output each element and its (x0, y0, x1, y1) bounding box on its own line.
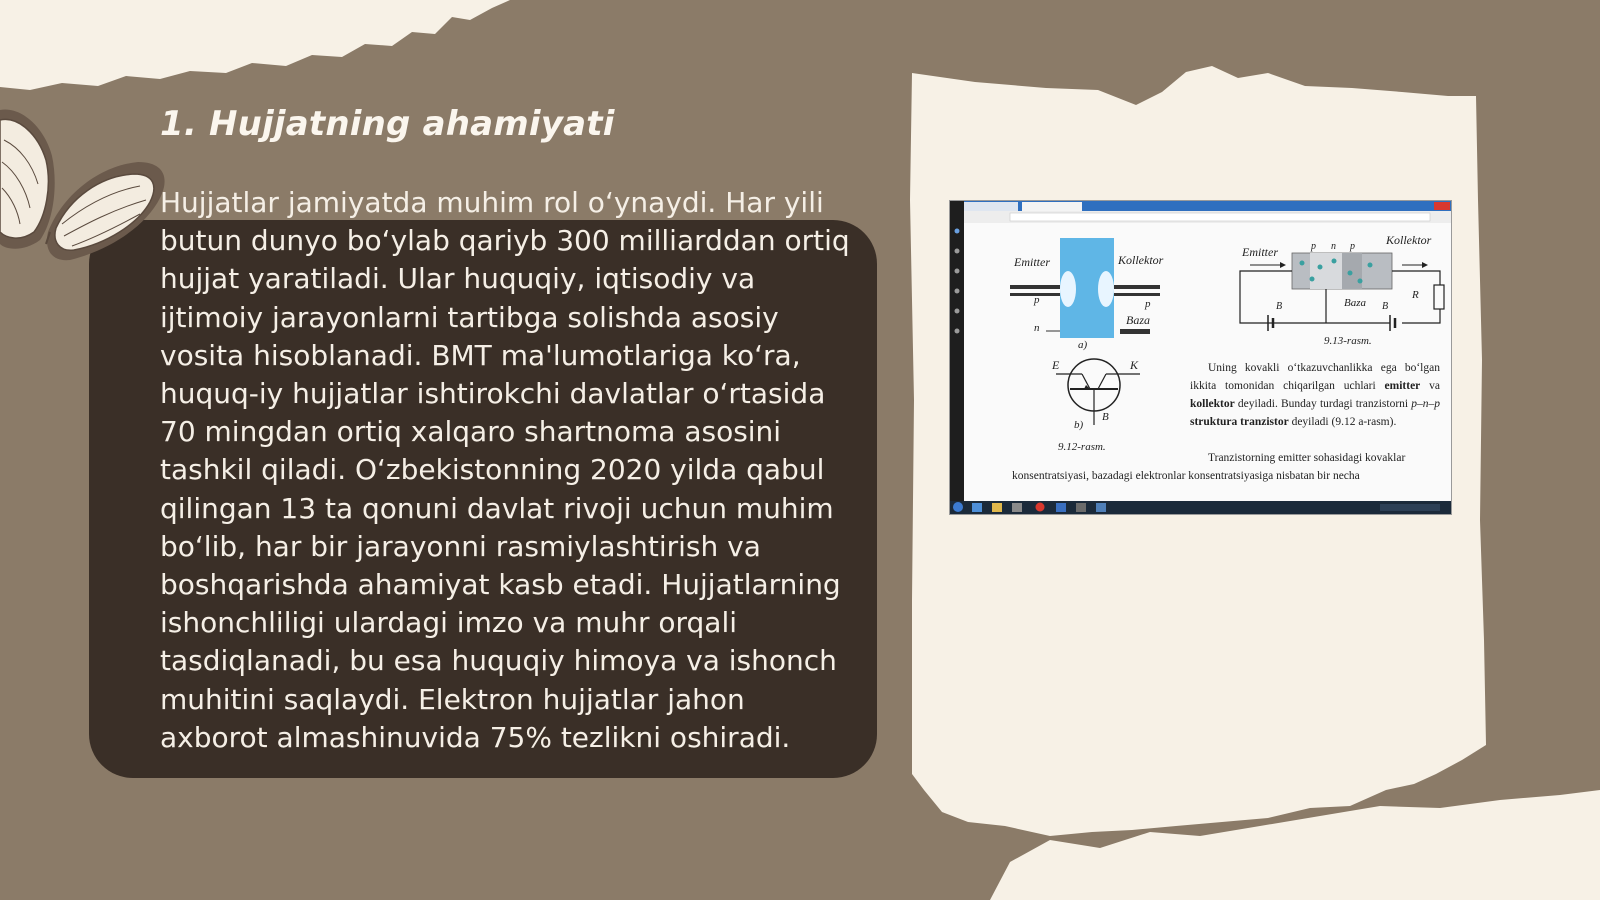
label-kollektor-a: Kollektor (1118, 253, 1164, 267)
browser-tab (958, 202, 1018, 211)
app-sidebar (950, 201, 964, 501)
label-kollektor-b: Kollektor (1386, 233, 1432, 247)
browser-tab-active (1022, 202, 1082, 211)
label-b2: B (1382, 301, 1389, 312)
label-b1: B (1276, 301, 1283, 312)
start-button (953, 502, 963, 512)
label-r: R (1412, 289, 1419, 301)
label-sub-b: b) (1074, 419, 1084, 431)
slide-title: 1. Hujjatning ahamiyati (160, 104, 615, 144)
label-p-left: p (1034, 294, 1040, 306)
label-p2: p (1350, 241, 1355, 252)
label-p-right: p (1145, 298, 1151, 310)
resistor (1434, 285, 1444, 309)
browser-url-field (1010, 213, 1430, 221)
label-baza-a: Baza (1126, 313, 1150, 327)
windows-taskbar (950, 501, 1451, 514)
screenshot-paragraph-3: konsentratsiyasi, bazadagi elektronlar konsentratsiyasiga nisbatan bir necha (1012, 470, 1360, 482)
label-sub-a: a) (1078, 339, 1088, 351)
label-emitter-a: Emitter (1014, 255, 1050, 269)
label-emitter-b: Emitter (1242, 245, 1278, 259)
torn-paper-top-left (0, 0, 510, 90)
caption-9-13: 9.13-rasm. (1324, 335, 1372, 347)
label-n: n (1034, 322, 1040, 334)
label-n1: n (1331, 241, 1336, 252)
label-p1: p (1311, 241, 1316, 252)
embedded-screenshot (949, 200, 1452, 515)
butterfly-icon (0, 100, 170, 280)
browser-close-button (1434, 202, 1450, 210)
caption-9-12: 9.12-rasm. (1058, 441, 1106, 453)
slide-body-text: Hujjatlar jamiyatda muhim rol o‘ynaydi. Har yili butun dunyo bo‘ylab qariyb 300 milliarddan ortiq hujjat yaratiladi. Ular huquqiy, iqtisodiy va ijtimoiy jarayonlarni tartibga solishda asosiy vosita hisoblanadi. BMT ma'lumotlariga ko‘ra, huquq-iy hujjatlar ishtirokchi davlatlar o‘rtasida 70 mingdan ortiq xalqaro shartnoma asosini tashkil qiladi. O‘zbekistonning 2020 yilda qabul qilingan 13 ta qonuni davlat rivoji uchun muhim bo‘lib, har bir jarayonni rasmiylashtirish va boshqarishda ahamiyat kasb etadi. Hujjatlarning ishonchliligi ulardagi imzo va muhr orqali tasdiqlanadi, bu esa huquqiy himoya va ishonch muhitini saqlaydi. Elektron hujjatlar jahon axborot almashinuvida 75% tezlikni oshiradi. (160, 186, 850, 754)
label-baza-b: Baza (1344, 297, 1366, 309)
screenshot-paragraph-2: Tranzistorning emitter sohasidagi kovaklar (1208, 452, 1406, 464)
label-b: B (1102, 411, 1109, 423)
screenshot-paragraph-1: Uning kovakli o‘tkazuvchanlikka ega bo‘lgan ikkita tomonidan chiqarilgan uchlari emitter va kollektor deyiladi. Bunday turdagi tranzistorni p–n–p struktura tranzistor deyiladi (9.12 a-rasm). (1190, 362, 1441, 428)
label-k: K (1130, 358, 1139, 372)
label-e: E (1052, 358, 1060, 372)
